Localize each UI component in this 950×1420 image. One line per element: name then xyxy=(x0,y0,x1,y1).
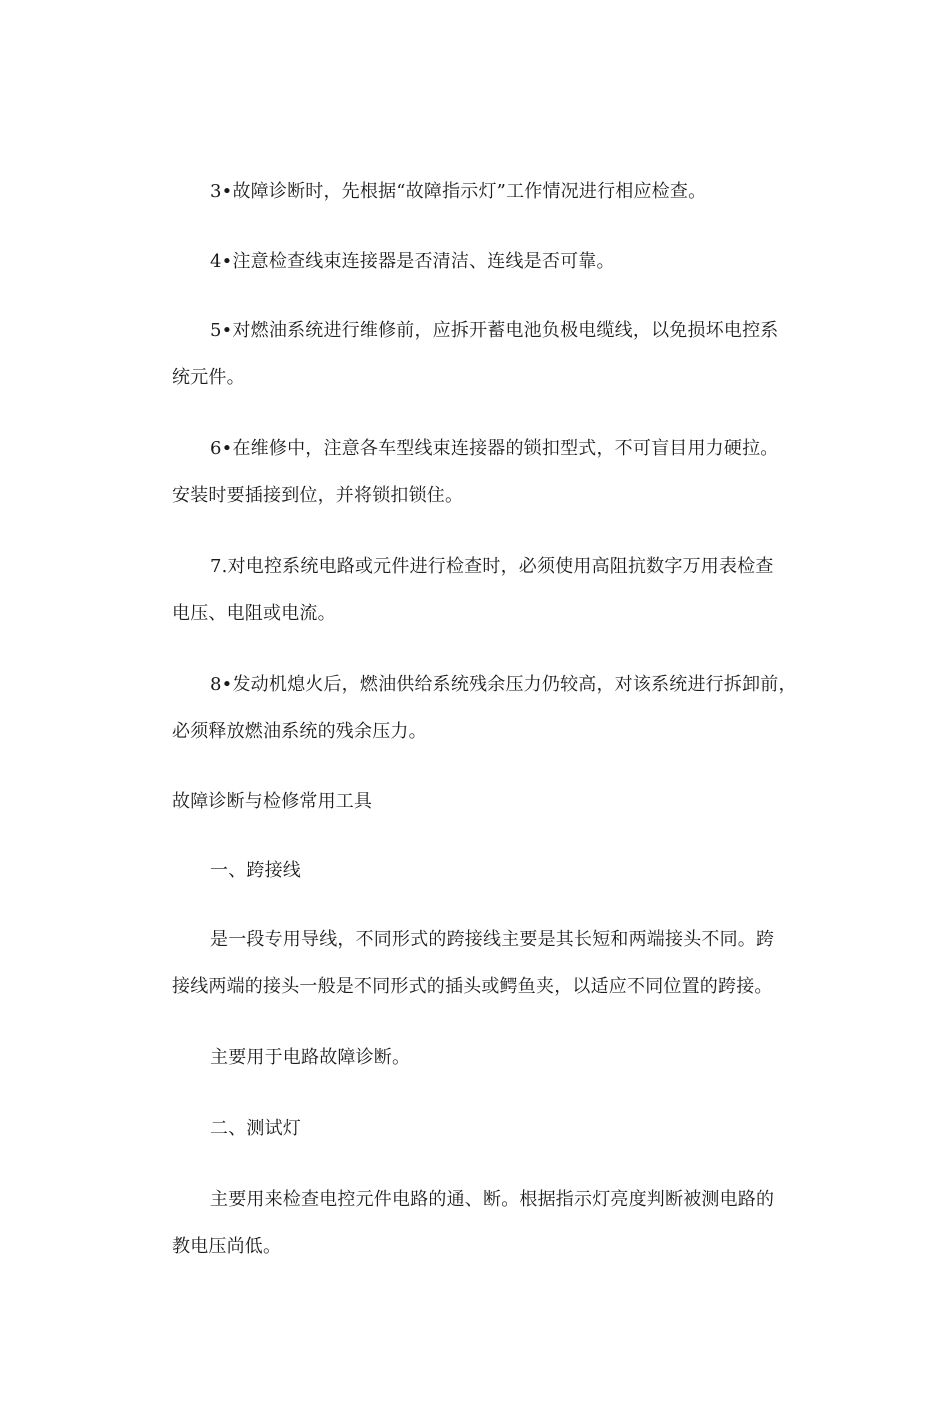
paragraph-jumper-wire-description xyxy=(172,916,812,1010)
paragraph-item-8 xyxy=(172,661,812,755)
paragraph-jumper-wire-usage xyxy=(172,1034,812,1081)
paragraph-line: 主要用于电路故障诊断。 xyxy=(210,1047,411,1068)
paragraph-line: 统元件。 xyxy=(172,367,245,388)
subheading-text: 一、跨接线 xyxy=(210,860,301,881)
paragraph-item-5 xyxy=(172,307,812,401)
section-heading-text: 故障诊断与检修常用工具 xyxy=(172,791,373,812)
paragraph-line: 6•在维修中，注意各车型线束连接器的锁扣型式，不可盲目用力硬拉。 xyxy=(210,438,779,459)
subheading-jumper-wire xyxy=(172,847,812,894)
paragraph-line: 5•对燃油系统进行维修前，应拆开蓄电池负极电缆线，以免损坏电控系 xyxy=(210,320,779,341)
paragraph-line: 主要用来检查电控元件电路的通、断。根据指示灯亮度判断被测电路的 xyxy=(210,1189,775,1210)
section-heading xyxy=(172,778,812,825)
paragraph-item-6 xyxy=(172,425,812,519)
paragraph-line: 3•故障诊断时，先根据“故障指示灯”工作情况进行相应检查。 xyxy=(210,181,707,202)
paragraph-line: 教电压尚低。 xyxy=(172,1236,282,1257)
paragraph-line: 接线两端的接头一般是不同形式的插头或鳄鱼夹，以适应不同位置的跨接。 xyxy=(172,976,773,997)
paragraph-line: 安装时要插接到位，并将锁扣锁住。 xyxy=(172,485,464,506)
paragraph-item-3 xyxy=(172,168,812,215)
paragraph-item-4 xyxy=(172,238,812,285)
subheading-text: 二、测试灯 xyxy=(210,1118,301,1139)
paragraph-line: 必须释放燃油系统的残余压力。 xyxy=(172,721,427,742)
paragraph-line: 电压、电阻或电流。 xyxy=(172,603,336,624)
paragraph-test-lamp-description xyxy=(172,1176,812,1270)
paragraph-item-7 xyxy=(172,543,812,637)
paragraph-line: 8•发动机熄火后，燃油供给系统残余压力仍较高，对该系统进行拆卸前， xyxy=(210,674,797,695)
paragraph-line: 是一段专用导线，不同形式的跨接线主要是其长短和两端接头不同。跨 xyxy=(210,929,775,950)
paragraph-line: 4•注意检查线束连接器是否清洁、连线是否可靠。 xyxy=(210,251,615,272)
subheading-test-lamp xyxy=(172,1105,812,1152)
paragraph-line: 7.对电控系统电路或元件进行检查时，必须使用高阻抗数字万用表检查 xyxy=(210,556,774,577)
